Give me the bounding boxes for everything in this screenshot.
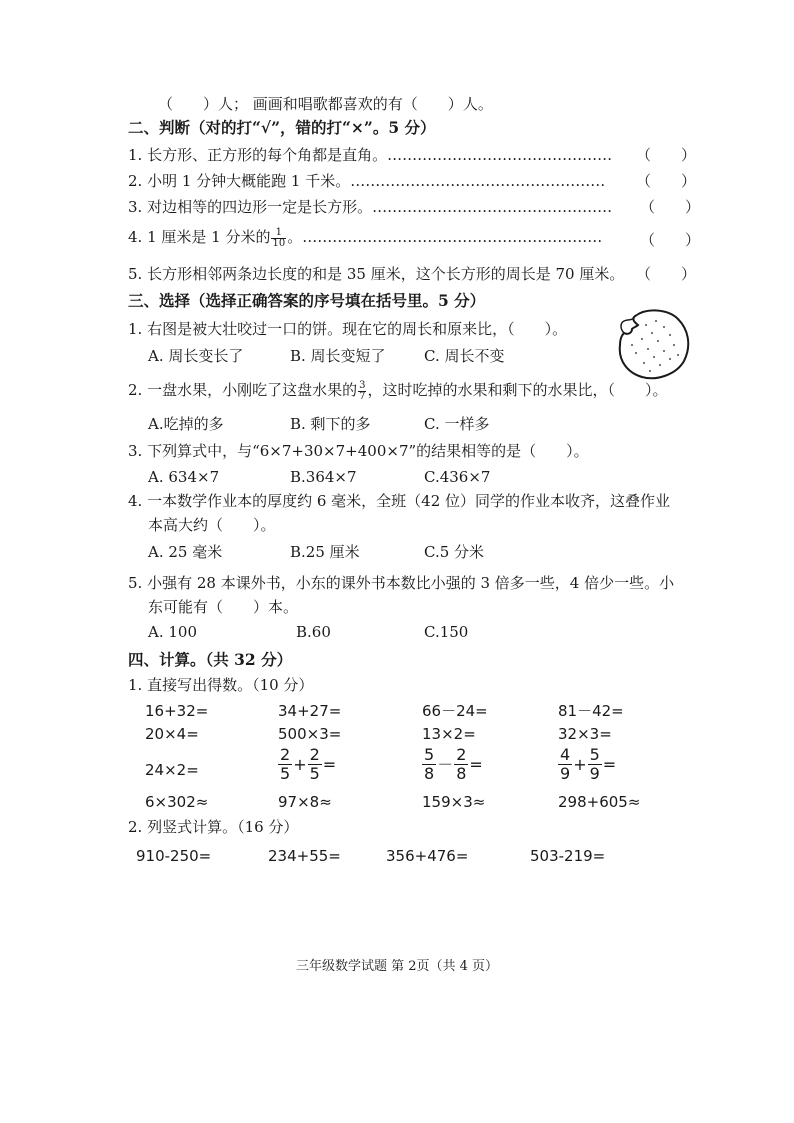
vertical-calc-item: 910-250= [136, 847, 212, 865]
choice-q4-option-c[interactable]: C.5 分米 [424, 543, 485, 561]
fraction-calc-3: $\frac{4}{9}$ + $\frac{5}{9}$ = [560, 745, 617, 783]
calc-sub-2: 2. 列竖式计算。（16 分） [128, 818, 299, 836]
choice-q1: 1. 右图是被大壮咬过一口的饼。现在它的周长和原来比，（ ）。 [128, 320, 568, 338]
choice-q3: 3. 下列算式中，与“6×7+30×7+400×7”的结果相等的是（ ）。 [128, 442, 589, 460]
calc-item: 13×2= [422, 725, 476, 743]
judge-item-3: 3. 对边相等的四边形一定是长方形。………………………………………… [128, 198, 613, 216]
calc-item: 81－42= [558, 702, 624, 720]
calc-item: 97×8≈ [278, 793, 332, 811]
calc-item: 24×2= [145, 761, 199, 779]
section-2-header: 二、判断（对的打“√”，错的打“×”。5 分） [128, 118, 436, 137]
fraction-calc-2: $\frac{5}{8}$ － $\frac{2}{8}$ = [424, 745, 483, 783]
vertical-calc-item: 503-219= [530, 847, 606, 865]
calc-item: 66－24= [422, 702, 488, 720]
top-line: （ ）人； 画画和唱歌都喜欢的有（ ）人。 [158, 95, 493, 113]
judge-item-5: 5. 长方形相邻两条边长度的和是 35 厘米，这个长方形的周长是 70 厘米。 [128, 265, 625, 283]
judge-item-4: 4. 1 厘米是 1 分米的 $\frac{1}{10}$ 。…………………………………………………… [128, 226, 603, 249]
fraction: $\frac{3}{7}$ [359, 379, 366, 402]
calc-item: 32×3= [558, 725, 612, 743]
choice-q2-option-c[interactable]: C. 一样多 [424, 415, 490, 433]
choice-q3-option-a[interactable]: A. 634×7 [148, 468, 220, 486]
calc-item: 20×4= [145, 725, 199, 743]
judge-item-2: 2. 小明 1 分钟大概能跑 1 千米。…………………………………………… [128, 172, 606, 190]
judge-answer-2[interactable]: （ ） [636, 172, 697, 190]
choice-q5-option-b[interactable]: B.60 [296, 623, 331, 641]
page-footer: 三年级数学试题 第 2页（共 4 页） [295, 959, 499, 974]
judge-answer-1[interactable]: （ ） [636, 146, 697, 164]
bitten-cake-illustration [612, 305, 694, 385]
section-3-header: 三、选择（选择正确答案的序号填在括号里。5 分） [128, 291, 486, 310]
choice-q2-option-b[interactable]: B. 剩下的多 [290, 415, 371, 433]
choice-q3-option-c[interactable]: C.436×7 [424, 468, 491, 486]
choice-q1-option-b[interactable]: B. 周长变短了 [290, 347, 386, 365]
choice-q5-line-1: 5. 小强有 28 本课外书，小东的课外书本数比小强的 3 倍多一些，4 倍少一些。小 [128, 574, 675, 592]
section-4-header: 四、计算。（共 32 分） [128, 650, 293, 669]
choice-q3-option-b[interactable]: B.364×7 [290, 468, 357, 486]
judge-answer-4[interactable]: （ ） [640, 231, 701, 249]
choice-q4-line-1: 4. 一本数学作业本的厚度约 6 毫米，全班（42 位）同学的作业本收齐，这叠作业 [128, 492, 671, 510]
vertical-calc-item: 234+55= [268, 847, 341, 865]
calc-item: 34+27= [278, 702, 342, 720]
choice-q2-option-a[interactable]: A.吃掉的多 [148, 415, 224, 433]
fraction: $\frac{1}{10}$ [272, 226, 286, 249]
judge-answer-3[interactable]: （ ） [640, 198, 701, 216]
vertical-calc-item: 356+476= [386, 847, 469, 865]
answer-blank[interactable]: （ ） [402, 95, 463, 113]
choice-q4-option-a[interactable]: A. 25 毫米 [148, 543, 223, 561]
choice-q4-line-2: 本高大约（ ）。 [148, 516, 276, 534]
calc-item: 6×302≈ [145, 793, 209, 811]
calc-sub-1: 1. 直接写出得数。（10 分） [128, 676, 314, 694]
choice-q5-option-a[interactable]: A. 100 [148, 623, 197, 641]
fraction-calc-1: $\frac{2}{5}$ + $\frac{2}{5}$ = [280, 745, 337, 783]
choice-q2: 2. 一盘水果，小刚吃了这盘水果的 $\frac{3}{7}$ ，这时吃掉的水果和剩下的水果比，（ ）。 [128, 379, 668, 402]
calc-item: 298+605≈ [558, 793, 641, 811]
choice-q1-option-c[interactable]: C. 周长不变 [424, 347, 505, 365]
choice-q5-option-c[interactable]: C.150 [424, 623, 469, 641]
choice-q5-line-2: 东可能有（ ）本。 [148, 598, 299, 616]
calc-item: 16+32= [145, 702, 209, 720]
judge-item-1: 1. 长方形、正方形的每个角都是直角。……………………………………… [128, 146, 613, 164]
choice-q1-option-a[interactable]: A. 周长变长了 [148, 347, 244, 365]
choice-q4-option-b[interactable]: B.25 厘米 [290, 543, 360, 561]
judge-answer-5[interactable]: （ ） [636, 265, 697, 283]
calc-item: 159×3≈ [422, 793, 486, 811]
answer-blank[interactable]: （ ） [158, 95, 219, 113]
calc-item: 500×3= [278, 725, 342, 743]
